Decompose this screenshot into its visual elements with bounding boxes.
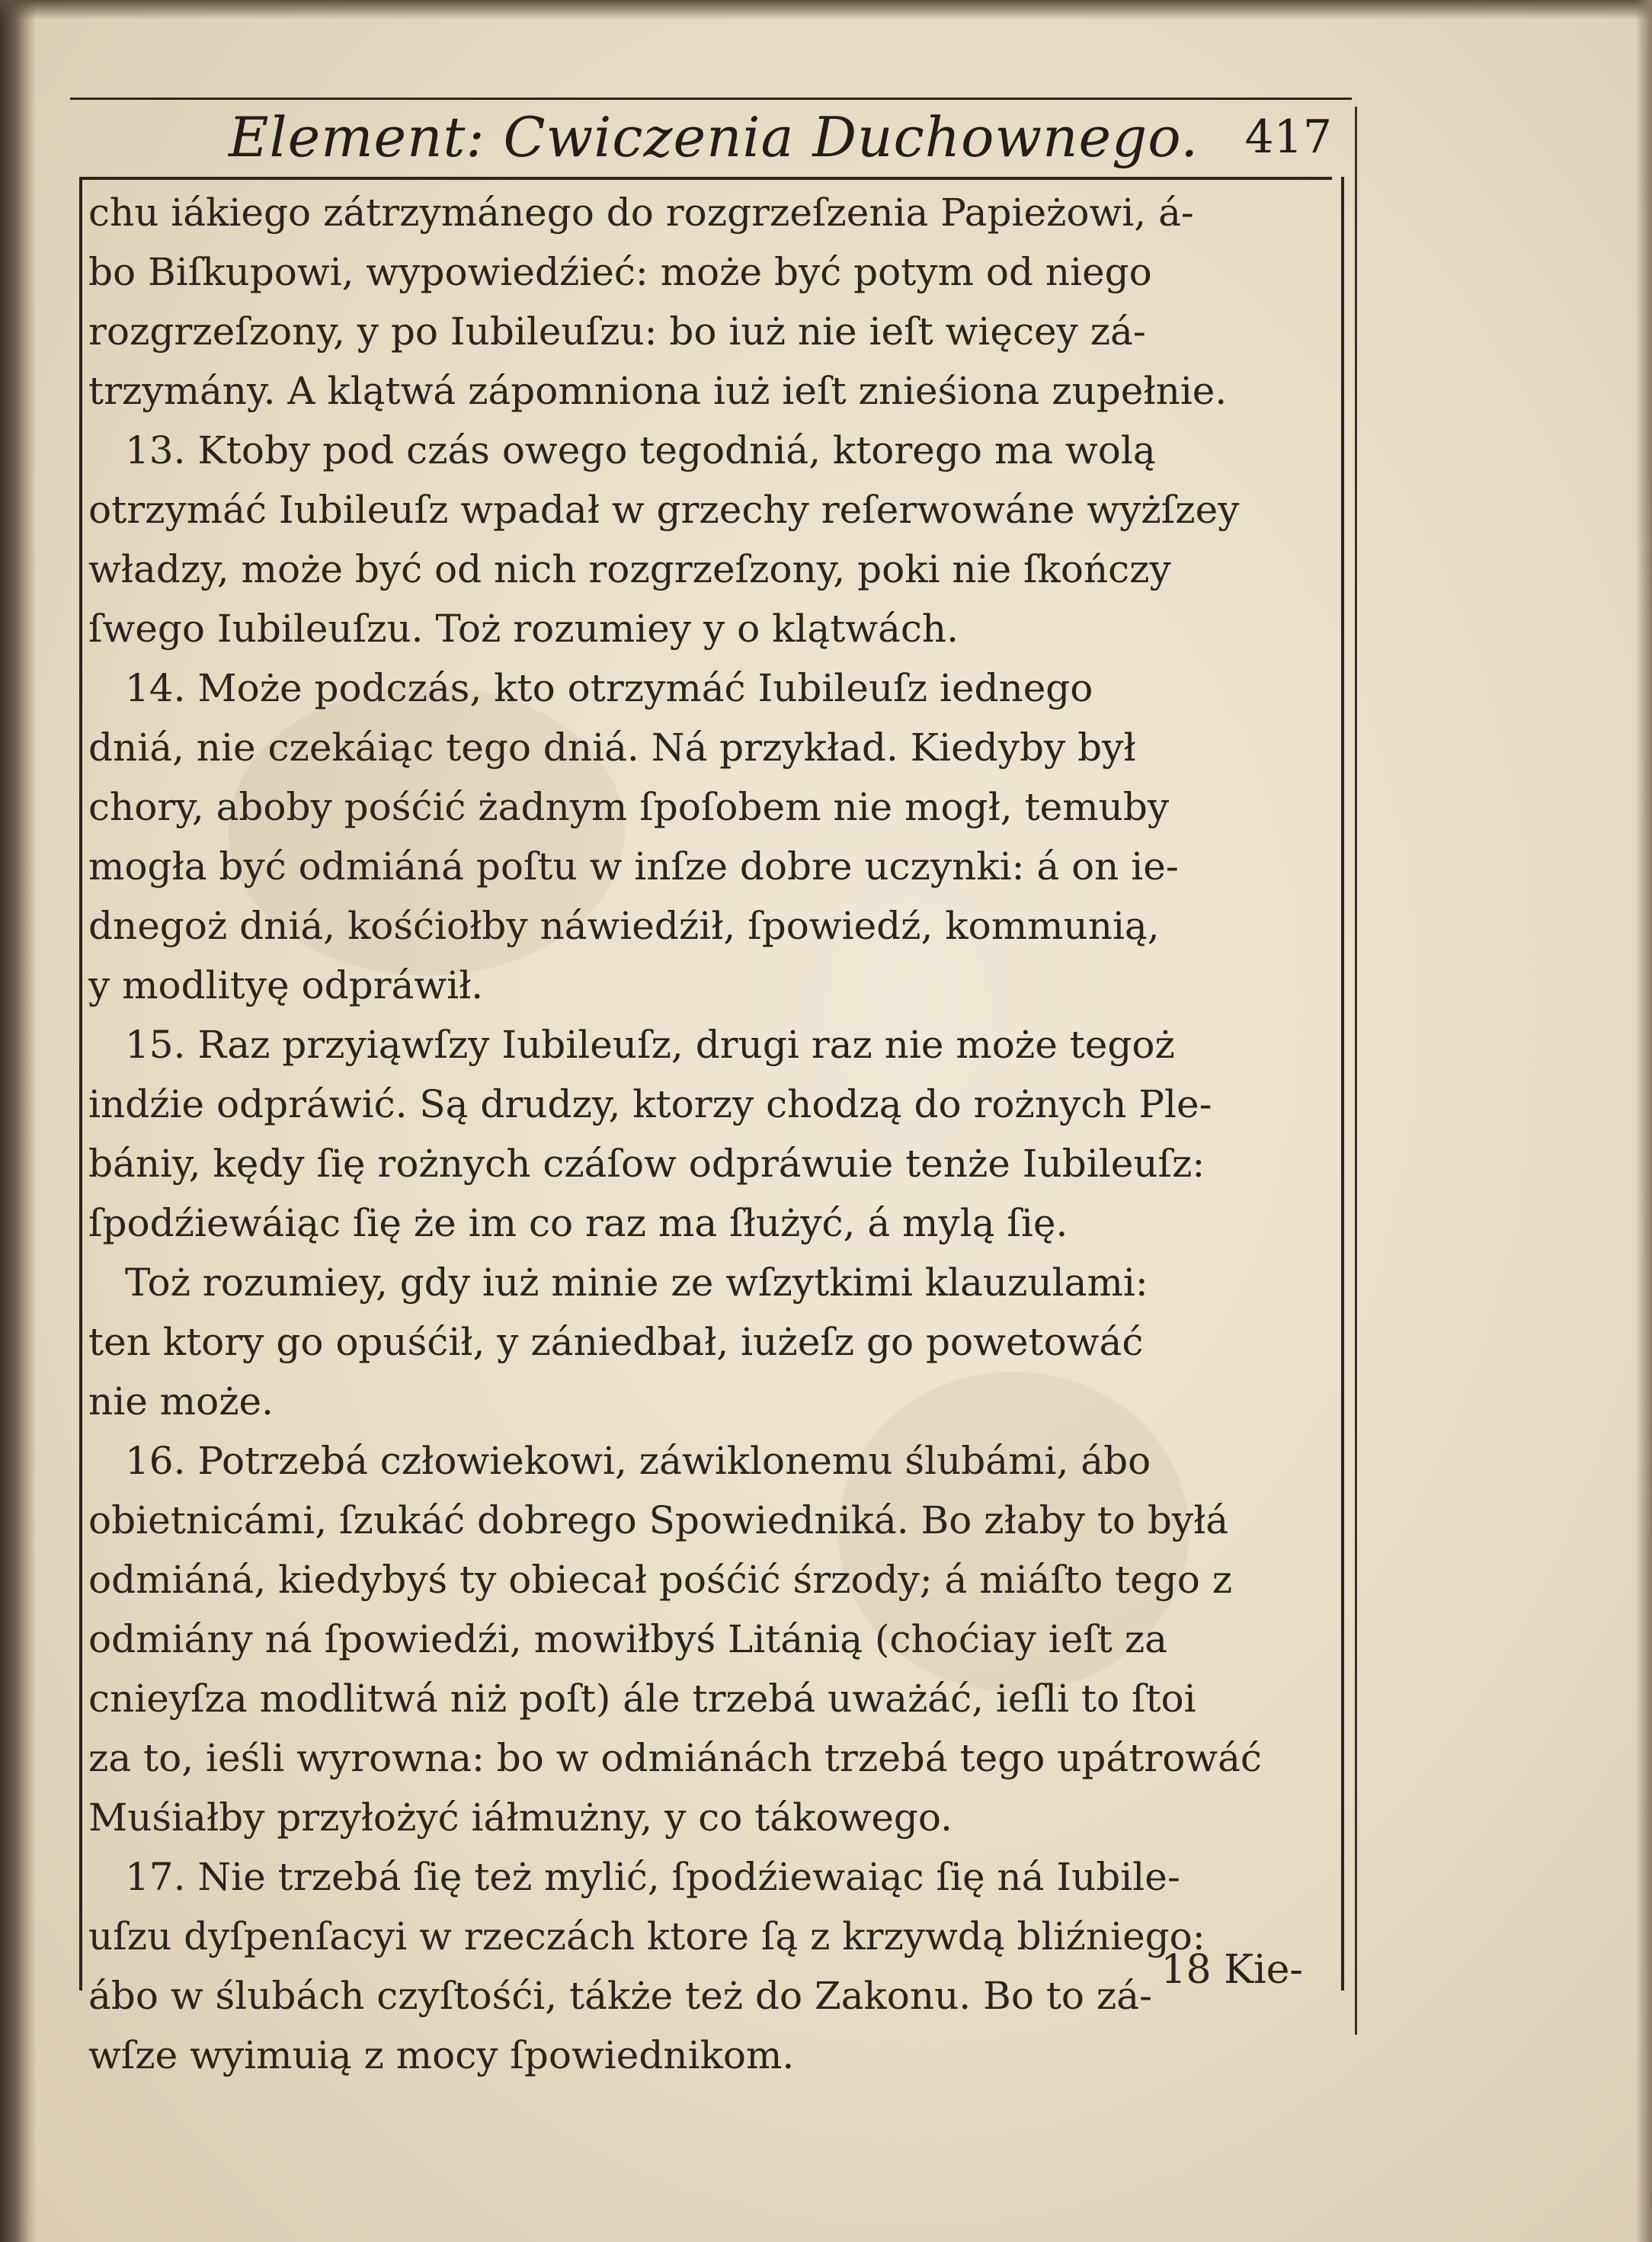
- text-frame-right: [1341, 177, 1344, 1991]
- text-line: 16. Potrzebá człowiekowi, záwiklonemu ślubámi, ábo: [125, 1439, 1151, 1483]
- text-line: za to, ieśli wyrowna: bo w odmiánách trzebá tego upátrowáć: [88, 1736, 1262, 1780]
- text-line: 17. Nie trzebá ſię też mylić, ſpodźiewaiąc ſię ná Iubile-: [125, 1855, 1180, 1899]
- text-line: otrzymáć Iubileuſz wpadał w grzechy reſerwowáne wyżſzey: [88, 488, 1240, 532]
- text-line: bániy, kędy ſię rożnych czáſow odpráwuie tenże Iubileuſz:: [88, 1142, 1205, 1186]
- text-line: uſzu dyſpenſacyi w rzeczách ktore ſą z krzywdą bliźniego:: [88, 1914, 1205, 1959]
- header-bottom-rule: [82, 177, 1332, 180]
- text-line: dnegoż dniá, kośćiołby náwiedźił, ſpowiedź, kommunią,: [88, 904, 1160, 948]
- text-line: odmiáná, kiedybyś ty obiecał pośćić śrzody; á miáſto tego z: [88, 1558, 1233, 1602]
- text-line: władzy, może być od nich rozgrzeſzony, poki nie ſkończy: [88, 547, 1171, 591]
- text-line: trzymány. A klątwá zápomniona iuż ieſt znieśiona zupełnie.: [88, 369, 1228, 413]
- page-right-edge: [1635, 0, 1652, 2242]
- text-line: cnieyſza modlitwá niż poſt) ále trzebá uważáć, ieſli to ſtoi: [88, 1677, 1196, 1721]
- text-line: Toż rozumiey, gdy iuż minie ze wſzytkimi klauzulami:: [125, 1260, 1148, 1305]
- text-line: chu iákiego zátrzymánego do rozgrzeſzenia Papieżowi, á-: [88, 191, 1194, 235]
- text-line: y modlityę odpráwił.: [88, 963, 484, 1007]
- binding-gutter: [0, 0, 37, 2242]
- page-top-edge: [0, 0, 1652, 20]
- text-line: ábo w ślubách czyſtośći, tákże też do Zakonu. Bo to zá-: [88, 1974, 1152, 2018]
- text-line: bo Biſkupowi, wypowiedźieć: może być potym od niego: [88, 250, 1152, 294]
- text-line: indźie odpráwić. Są drudzy, ktorzy chodzą do rożnych Ple-: [88, 1082, 1212, 1126]
- text-line: Muśiałby przyłożyć iáłmużny, y co tákowego.: [88, 1795, 953, 1840]
- outer-frame-right: [1355, 107, 1357, 2035]
- text-line: 13. Ktoby pod czás owego tegodniá, ktorego ma wolą: [125, 428, 1156, 472]
- text-frame-left: [79, 177, 82, 1991]
- text-line: nie może.: [88, 1379, 274, 1424]
- text-line: mogła być odmiáná poſtu w inſze dobre uczynki: á on ie-: [88, 844, 1179, 889]
- text-line: odmiány ná ſpowiedźi, mowiłbyś Litánią (choćiay ieſt za: [88, 1617, 1167, 1661]
- text-line: obietnicámi, ſzukáć dobrego Spowiedniká. Bo złaby to byłá: [88, 1498, 1229, 1542]
- text-line: 14. Może podczás, kto otrzymáć Iubileuſz iednego: [125, 666, 1093, 710]
- text-line: wſze wyimuią z mocy ſpowiednikom.: [88, 2033, 795, 2077]
- text-line: ſpodźiewáiąc ſię że im co raz ma ſłużyć, á mylą ſię.: [88, 1201, 1068, 1245]
- text-line: ten ktory go opuśćił, y zániedbał, iużeſz go powetowáć: [88, 1320, 1144, 1364]
- text-line: chory, aboby pośćić żadnym ſpoſobem nie mogł, temuby: [88, 785, 1170, 829]
- text-line: rozgrzeſzony, y po Iubileuſzu: bo iuż nie ieſt więcey zá-: [88, 309, 1146, 354]
- text-line: 15. Raz przyiąwſzy Iubileuſz, drugi raz nie może tegoż: [125, 1023, 1175, 1067]
- page-number: 417: [1244, 110, 1332, 164]
- catchword: 18 Kie-: [1161, 1947, 1303, 1993]
- text-line: dniá, nie czekáiąc tego dniá. Ná przykład. Kiedyby był: [88, 725, 1136, 770]
- running-head: Element: Cwiczenia Duchownego.: [229, 105, 1199, 169]
- text-line: ſwego Iubileuſzu. Toż rozumiey y o klątwách.: [88, 607, 959, 651]
- body-text: [88, 183, 1335, 2085]
